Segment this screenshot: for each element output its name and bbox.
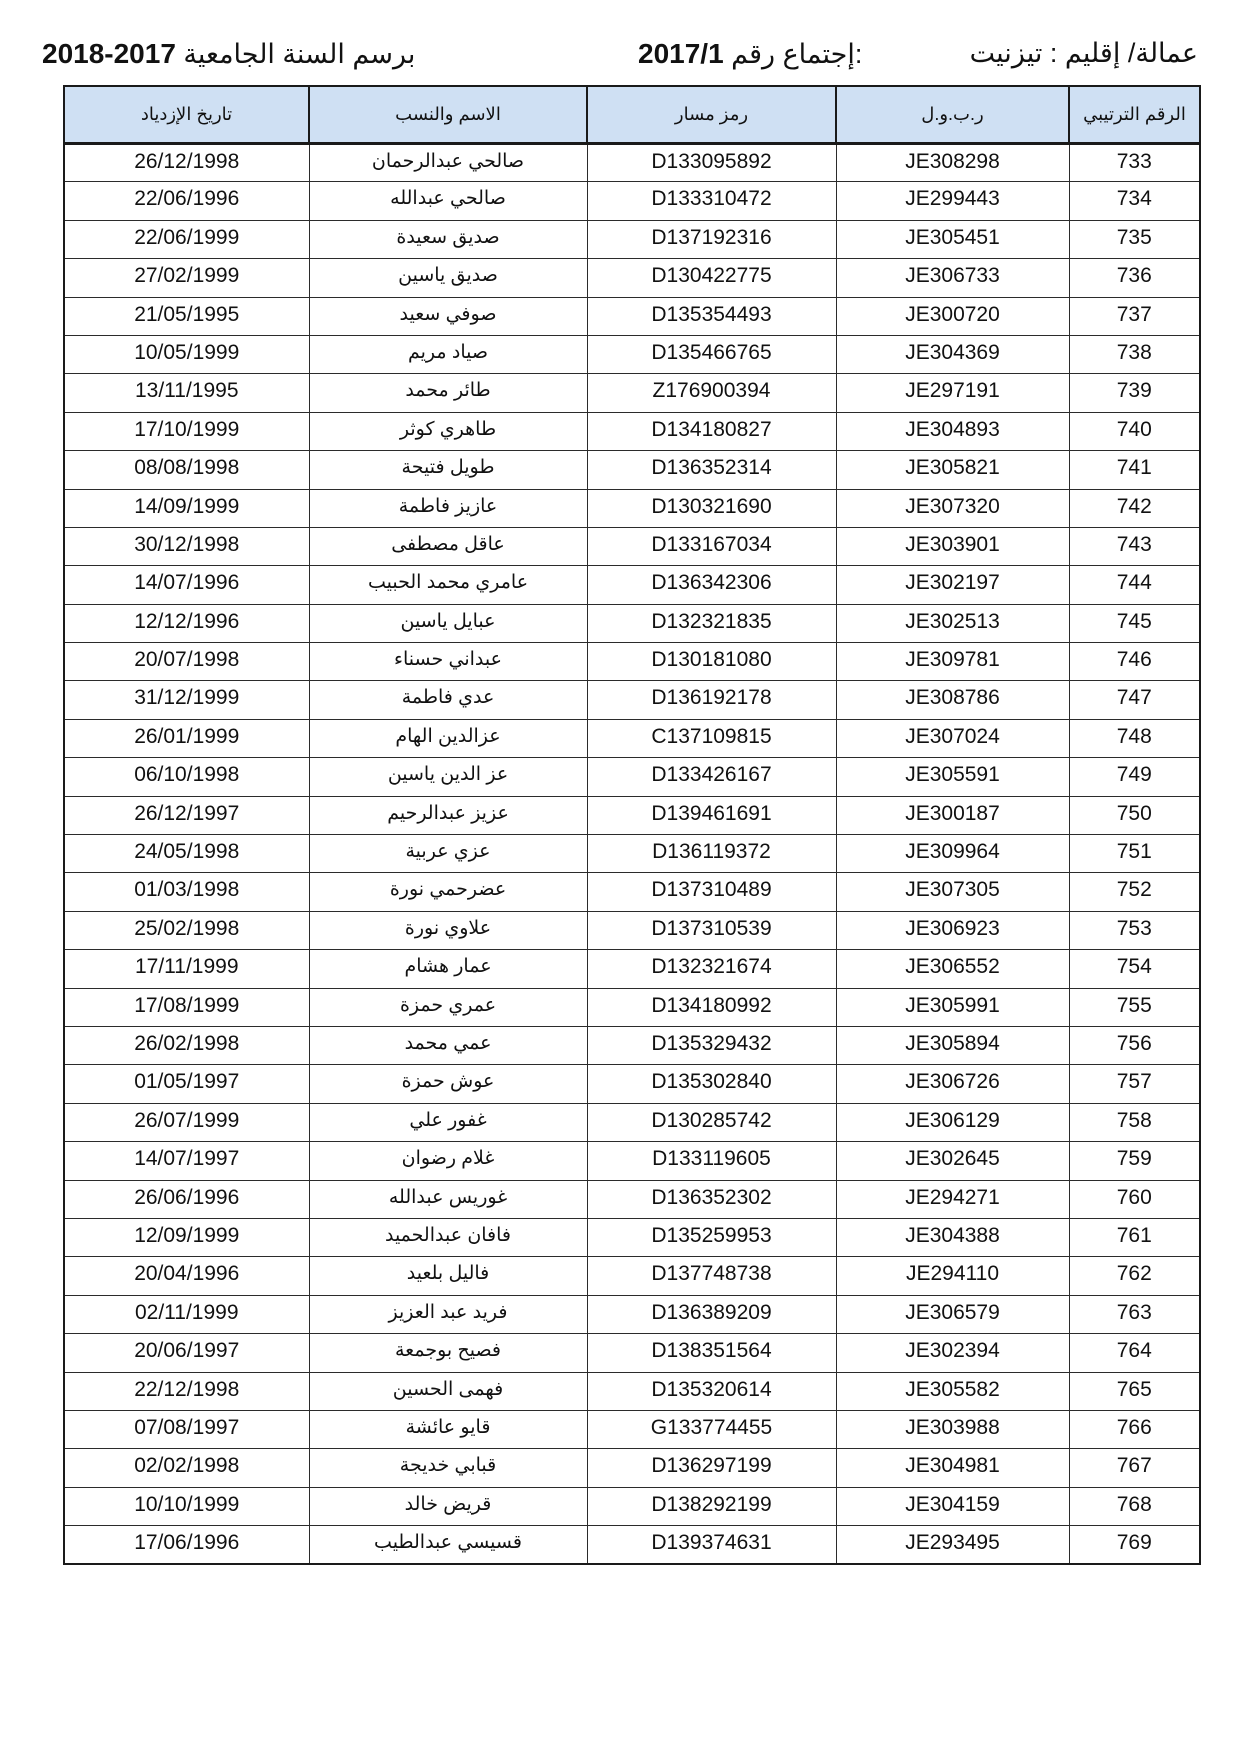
serial-number-cell: 763 bbox=[1069, 1295, 1200, 1333]
birthdate-cell: 26/12/1998 bbox=[64, 144, 309, 182]
serial-number-cell: 762 bbox=[1069, 1257, 1200, 1295]
massar-code-cell: D133167034 bbox=[587, 527, 836, 565]
table-row bbox=[64, 335, 1200, 373]
table-row bbox=[64, 412, 1200, 450]
birthdate-cell: 06/10/1998 bbox=[64, 758, 309, 796]
rbwl-cell: JE305582 bbox=[836, 1372, 1069, 1410]
birthdate-cell: 26/02/1998 bbox=[64, 1026, 309, 1064]
serial-number-cell: 751 bbox=[1069, 835, 1200, 873]
rbwl-cell: JE300187 bbox=[836, 796, 1069, 834]
name-cell: فهمى الحسين bbox=[309, 1372, 587, 1410]
col-header-name: الاسم والنسب bbox=[309, 86, 587, 144]
rbwl-cell: JE305821 bbox=[836, 451, 1069, 489]
table-row bbox=[64, 681, 1200, 719]
academic-years: 2018-2017 bbox=[42, 38, 176, 69]
table-row bbox=[64, 566, 1200, 604]
serial-number-cell: 749 bbox=[1069, 758, 1200, 796]
table-row bbox=[64, 1026, 1200, 1064]
birthdate-cell: 24/05/1998 bbox=[64, 835, 309, 873]
name-cell: صياد مريم bbox=[309, 335, 587, 373]
name-cell: صالحي عبدالرحمان bbox=[309, 144, 587, 182]
table-row bbox=[64, 1295, 1200, 1333]
name-cell: عز الدين ياسين bbox=[309, 758, 587, 796]
serial-number-cell: 755 bbox=[1069, 988, 1200, 1026]
rbwl-cell: JE300720 bbox=[836, 297, 1069, 335]
rbwl-cell: JE304369 bbox=[836, 335, 1069, 373]
table-row bbox=[64, 451, 1200, 489]
name-cell: فاليل بلعيد bbox=[309, 1257, 587, 1295]
rbwl-cell: JE306726 bbox=[836, 1065, 1069, 1103]
table-row bbox=[64, 643, 1200, 681]
table-row bbox=[64, 835, 1200, 873]
table-row bbox=[64, 719, 1200, 757]
massar-code-cell: D134180992 bbox=[587, 988, 836, 1026]
table-row bbox=[64, 527, 1200, 565]
name-cell: صوفي سعيد bbox=[309, 297, 587, 335]
name-cell: عوش حمزة bbox=[309, 1065, 587, 1103]
col-header-serial-number: الرقم الترتيبي bbox=[1069, 86, 1200, 144]
table-row bbox=[64, 873, 1200, 911]
rbwl-cell: JE304981 bbox=[836, 1449, 1069, 1487]
serial-number-cell: 746 bbox=[1069, 643, 1200, 681]
rbwl-cell: JE309781 bbox=[836, 643, 1069, 681]
birthdate-cell: 01/05/1997 bbox=[64, 1065, 309, 1103]
name-cell: طائر محمد bbox=[309, 374, 587, 412]
rbwl-cell: JE297191 bbox=[836, 374, 1069, 412]
serial-number-cell: 766 bbox=[1069, 1410, 1200, 1448]
province-label: عمالة/ إقليم : تيزنيت bbox=[969, 38, 1198, 68]
massar-code-cell: D135354493 bbox=[587, 297, 836, 335]
page-header bbox=[40, 32, 1198, 80]
massar-code-cell: D135466765 bbox=[587, 335, 836, 373]
massar-code-cell: D135320614 bbox=[587, 1372, 836, 1410]
name-cell: قبابي خديجة bbox=[309, 1449, 587, 1487]
table-row bbox=[64, 1180, 1200, 1218]
table-row bbox=[64, 988, 1200, 1026]
birthdate-cell: 26/01/1999 bbox=[64, 719, 309, 757]
massar-code-cell: D133095892 bbox=[587, 144, 836, 182]
massar-code-cell: D132321674 bbox=[587, 950, 836, 988]
massar-code-cell: D130285742 bbox=[587, 1103, 836, 1141]
col-header-birthdate: تاريخ الإزدياد bbox=[64, 86, 309, 144]
rbwl-cell: JE308786 bbox=[836, 681, 1069, 719]
students-table bbox=[63, 85, 1201, 1565]
name-cell: قايو عائشة bbox=[309, 1410, 587, 1448]
rbwl-cell: JE307305 bbox=[836, 873, 1069, 911]
name-cell: عاقل مصطفى bbox=[309, 527, 587, 565]
name-cell: فافان عبدالحميد bbox=[309, 1218, 587, 1256]
massar-code-cell: D136342306 bbox=[587, 566, 836, 604]
serial-number-cell: 734 bbox=[1069, 182, 1200, 220]
massar-code-cell: D137310539 bbox=[587, 911, 836, 949]
massar-code-cell: D134180827 bbox=[587, 412, 836, 450]
rbwl-cell: JE303901 bbox=[836, 527, 1069, 565]
rbwl-cell: JE305894 bbox=[836, 1026, 1069, 1064]
table-body bbox=[64, 144, 1200, 1564]
rbwl-cell: JE302394 bbox=[836, 1334, 1069, 1372]
serial-number-cell: 761 bbox=[1069, 1218, 1200, 1256]
name-cell: غفور علي bbox=[309, 1103, 587, 1141]
birthdate-cell: 17/11/1999 bbox=[64, 950, 309, 988]
rbwl-cell: JE302197 bbox=[836, 566, 1069, 604]
rbwl-cell: JE306579 bbox=[836, 1295, 1069, 1333]
name-cell: غوريس عبدالله bbox=[309, 1180, 587, 1218]
birthdate-cell: 20/04/1996 bbox=[64, 1257, 309, 1295]
table-row bbox=[64, 1449, 1200, 1487]
table-row bbox=[64, 259, 1200, 297]
serial-number-cell: 768 bbox=[1069, 1487, 1200, 1525]
massar-code-cell: D138351564 bbox=[587, 1334, 836, 1372]
serial-number-cell: 759 bbox=[1069, 1142, 1200, 1180]
massar-code-cell: C137109815 bbox=[587, 719, 836, 757]
table-header bbox=[64, 86, 1200, 144]
academic-year-prefix: برسم السنة الجامعية bbox=[183, 39, 416, 69]
rbwl-cell: JE299443 bbox=[836, 182, 1069, 220]
birthdate-cell: 14/07/1996 bbox=[64, 566, 309, 604]
serial-number-cell: 742 bbox=[1069, 489, 1200, 527]
massar-code-cell: Z176900394 bbox=[587, 374, 836, 412]
serial-number-cell: 739 bbox=[1069, 374, 1200, 412]
rbwl-cell: JE304159 bbox=[836, 1487, 1069, 1525]
massar-code-cell: D139374631 bbox=[587, 1526, 836, 1564]
serial-number-cell: 737 bbox=[1069, 297, 1200, 335]
rbwl-cell: JE305591 bbox=[836, 758, 1069, 796]
meeting-label bbox=[638, 38, 862, 70]
massar-code-cell: D130181080 bbox=[587, 643, 836, 681]
massar-code-cell: D130422775 bbox=[587, 259, 836, 297]
massar-code-cell: D138292199 bbox=[587, 1487, 836, 1525]
col-header-massar-code: رمز مسار bbox=[587, 86, 836, 144]
birthdate-cell: 26/07/1999 bbox=[64, 1103, 309, 1141]
name-cell: عبايل ياسين bbox=[309, 604, 587, 642]
serial-number-cell: 745 bbox=[1069, 604, 1200, 642]
table-row bbox=[64, 1142, 1200, 1180]
birthdate-cell: 26/06/1996 bbox=[64, 1180, 309, 1218]
birthdate-cell: 02/11/1999 bbox=[64, 1295, 309, 1333]
serial-number-cell: 760 bbox=[1069, 1180, 1200, 1218]
birthdate-cell: 17/10/1999 bbox=[64, 412, 309, 450]
serial-number-cell: 757 bbox=[1069, 1065, 1200, 1103]
massar-code-cell: D137310489 bbox=[587, 873, 836, 911]
birthdate-cell: 21/05/1995 bbox=[64, 297, 309, 335]
name-cell: فصيح بوجمعة bbox=[309, 1334, 587, 1372]
table-row bbox=[64, 1257, 1200, 1295]
serial-number-cell: 735 bbox=[1069, 220, 1200, 258]
serial-number-cell: 767 bbox=[1069, 1449, 1200, 1487]
birthdate-cell: 13/11/1995 bbox=[64, 374, 309, 412]
serial-number-cell: 741 bbox=[1069, 451, 1200, 489]
name-cell: عزي عربية bbox=[309, 835, 587, 873]
massar-code-cell: D135302840 bbox=[587, 1065, 836, 1103]
birthdate-cell: 20/07/1998 bbox=[64, 643, 309, 681]
name-cell: عمري حمزة bbox=[309, 988, 587, 1026]
serial-number-cell: 750 bbox=[1069, 796, 1200, 834]
name-cell: عزيز عبدالرحيم bbox=[309, 796, 587, 834]
rbwl-cell: JE309964 bbox=[836, 835, 1069, 873]
name-cell: عازيز فاطمة bbox=[309, 489, 587, 527]
meeting-prefix: إجتماع رقم: bbox=[731, 39, 863, 69]
table-row bbox=[64, 911, 1200, 949]
massar-code-cell: D133426167 bbox=[587, 758, 836, 796]
serial-number-cell: 738 bbox=[1069, 335, 1200, 373]
table-row bbox=[64, 1218, 1200, 1256]
massar-code-cell: G133774455 bbox=[587, 1410, 836, 1448]
birthdate-cell: 17/08/1999 bbox=[64, 988, 309, 1026]
massar-code-cell: D130321690 bbox=[587, 489, 836, 527]
serial-number-cell: 740 bbox=[1069, 412, 1200, 450]
massar-code-cell: D136352302 bbox=[587, 1180, 836, 1218]
rbwl-cell: JE307320 bbox=[836, 489, 1069, 527]
serial-number-cell: 756 bbox=[1069, 1026, 1200, 1064]
table-row bbox=[64, 374, 1200, 412]
birthdate-cell: 10/05/1999 bbox=[64, 335, 309, 373]
table-row bbox=[64, 297, 1200, 335]
rbwl-cell: JE305991 bbox=[836, 988, 1069, 1026]
massar-code-cell: D137192316 bbox=[587, 220, 836, 258]
rbwl-cell: JE306129 bbox=[836, 1103, 1069, 1141]
meeting-number: 2017/1 bbox=[638, 38, 724, 69]
table-row bbox=[64, 758, 1200, 796]
name-cell: صديق ياسين bbox=[309, 259, 587, 297]
birthdate-cell: 10/10/1999 bbox=[64, 1487, 309, 1525]
rbwl-cell: JE294110 bbox=[836, 1257, 1069, 1295]
table-row bbox=[64, 604, 1200, 642]
name-cell: قسيسي عبدالطيب bbox=[309, 1526, 587, 1564]
name-cell: عدي فاطمة bbox=[309, 681, 587, 719]
rbwl-cell: JE303988 bbox=[836, 1410, 1069, 1448]
serial-number-cell: 753 bbox=[1069, 911, 1200, 949]
serial-number-cell: 733 bbox=[1069, 144, 1200, 182]
serial-number-cell: 758 bbox=[1069, 1103, 1200, 1141]
birthdate-cell: 22/06/1996 bbox=[64, 182, 309, 220]
birthdate-cell: 31/12/1999 bbox=[64, 681, 309, 719]
birthdate-cell: 14/07/1997 bbox=[64, 1142, 309, 1180]
table-row bbox=[64, 1065, 1200, 1103]
massar-code-cell: D139461691 bbox=[587, 796, 836, 834]
rbwl-cell: JE304893 bbox=[836, 412, 1069, 450]
table-row bbox=[64, 1334, 1200, 1372]
serial-number-cell: 743 bbox=[1069, 527, 1200, 565]
name-cell: صالحي عبدالله bbox=[309, 182, 587, 220]
rbwl-cell: JE302513 bbox=[836, 604, 1069, 642]
table-row bbox=[64, 796, 1200, 834]
rbwl-cell: JE304388 bbox=[836, 1218, 1069, 1256]
serial-number-cell: 764 bbox=[1069, 1334, 1200, 1372]
table-row bbox=[64, 182, 1200, 220]
rbwl-cell: JE306552 bbox=[836, 950, 1069, 988]
col-header-rbwl: ر.ب.و.ل bbox=[836, 86, 1069, 144]
academic-year-label bbox=[42, 38, 415, 70]
rbwl-cell: JE302645 bbox=[836, 1142, 1069, 1180]
massar-code-cell: D137748738 bbox=[587, 1257, 836, 1295]
massar-code-cell: D133310472 bbox=[587, 182, 836, 220]
birthdate-cell: 02/02/1998 bbox=[64, 1449, 309, 1487]
name-cell: علاوي نورة bbox=[309, 911, 587, 949]
birthdate-cell: 07/08/1997 bbox=[64, 1410, 309, 1448]
name-cell: عبداني حسناء bbox=[309, 643, 587, 681]
name-cell: صديق سعيدة bbox=[309, 220, 587, 258]
birthdate-cell: 20/06/1997 bbox=[64, 1334, 309, 1372]
birthdate-cell: 22/12/1998 bbox=[64, 1372, 309, 1410]
table-row bbox=[64, 1526, 1200, 1564]
name-cell: طاهري كوثر bbox=[309, 412, 587, 450]
rbwl-cell: JE293495 bbox=[836, 1526, 1069, 1564]
massar-code-cell: D136352314 bbox=[587, 451, 836, 489]
name-cell: غلام رضوان bbox=[309, 1142, 587, 1180]
serial-number-cell: 765 bbox=[1069, 1372, 1200, 1410]
table-row bbox=[64, 220, 1200, 258]
serial-number-cell: 754 bbox=[1069, 950, 1200, 988]
birthdate-cell: 25/02/1998 bbox=[64, 911, 309, 949]
birthdate-cell: 01/03/1998 bbox=[64, 873, 309, 911]
rbwl-cell: JE305451 bbox=[836, 220, 1069, 258]
header-row bbox=[64, 86, 1200, 144]
rbwl-cell: JE308298 bbox=[836, 144, 1069, 182]
massar-code-cell: D135259953 bbox=[587, 1218, 836, 1256]
name-cell: طويل فتيحة bbox=[309, 451, 587, 489]
massar-code-cell: D133119605 bbox=[587, 1142, 836, 1180]
rbwl-cell: JE294271 bbox=[836, 1180, 1069, 1218]
birthdate-cell: 26/12/1997 bbox=[64, 796, 309, 834]
massar-code-cell: D136389209 bbox=[587, 1295, 836, 1333]
massar-code-cell: D132321835 bbox=[587, 604, 836, 642]
name-cell: عامري محمد الحبيب bbox=[309, 566, 587, 604]
name-cell: عمار هشام bbox=[309, 950, 587, 988]
name-cell: عضرحمي نورة bbox=[309, 873, 587, 911]
birthdate-cell: 12/12/1996 bbox=[64, 604, 309, 642]
birthdate-cell: 08/08/1998 bbox=[64, 451, 309, 489]
birthdate-cell: 30/12/1998 bbox=[64, 527, 309, 565]
birthdate-cell: 27/02/1999 bbox=[64, 259, 309, 297]
serial-number-cell: 752 bbox=[1069, 873, 1200, 911]
table-row bbox=[64, 489, 1200, 527]
serial-number-cell: 769 bbox=[1069, 1526, 1200, 1564]
name-cell: قريض خالد bbox=[309, 1487, 587, 1525]
table-row bbox=[64, 1410, 1200, 1448]
rbwl-cell: JE306733 bbox=[836, 259, 1069, 297]
serial-number-cell: 744 bbox=[1069, 566, 1200, 604]
table-row bbox=[64, 144, 1200, 182]
serial-number-cell: 748 bbox=[1069, 719, 1200, 757]
table-row bbox=[64, 950, 1200, 988]
name-cell: فريد عبد العزيز bbox=[309, 1295, 587, 1333]
table-row bbox=[64, 1103, 1200, 1141]
rbwl-cell: JE306923 bbox=[836, 911, 1069, 949]
table-row bbox=[64, 1372, 1200, 1410]
rbwl-cell: JE307024 bbox=[836, 719, 1069, 757]
serial-number-cell: 736 bbox=[1069, 259, 1200, 297]
birthdate-cell: 22/06/1999 bbox=[64, 220, 309, 258]
name-cell: عمي محمد bbox=[309, 1026, 587, 1064]
name-cell: عزالدين الهام bbox=[309, 719, 587, 757]
massar-code-cell: D136297199 bbox=[587, 1449, 836, 1487]
massar-code-cell: D136119372 bbox=[587, 835, 836, 873]
table-row bbox=[64, 1487, 1200, 1525]
birthdate-cell: 17/06/1996 bbox=[64, 1526, 309, 1564]
birthdate-cell: 14/09/1999 bbox=[64, 489, 309, 527]
massar-code-cell: D135329432 bbox=[587, 1026, 836, 1064]
serial-number-cell: 747 bbox=[1069, 681, 1200, 719]
massar-code-cell: D136192178 bbox=[587, 681, 836, 719]
birthdate-cell: 12/09/1999 bbox=[64, 1218, 309, 1256]
